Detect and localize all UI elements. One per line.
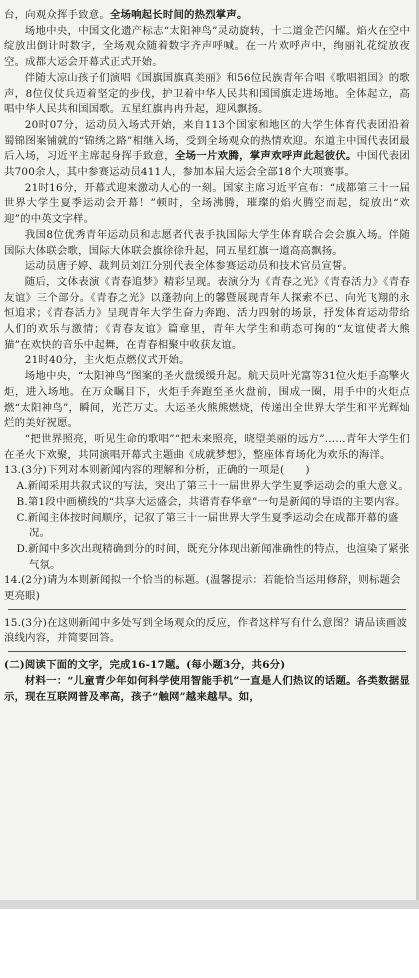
bold-text-span: 全场一片欢腾，掌声欢呼声此起彼伏。 — [174, 150, 357, 163]
article-paragraph-7: 运动员唐子婷、裁判员刘江分别代表全体参赛运动员和技术官员宣誓。 — [24, 260, 354, 273]
question-13-option-d: D.新闻中多次出现精确到分的时间，既充分体现出新闻准确性的特点，也渲染了紧张气氛。 — [16, 542, 410, 571]
scrollbar-track — [0, 900, 419, 909]
answer-line-14 — [8, 609, 406, 610]
article-paragraph-10: 场地中央，“太阳神鸟”图案的圣火盘缓缓升起。航天员叶光富等31位火炬手高擎火炬，进入场地。在万众瞩目下，火炬手奔跑至圣火盘前，围成一圈，用手中的火炬点燃“太阳神鸟”，瞬间，光芒万丈。大运圣火熊熊燃烧，传递出全世界大学生和平光辉灿烂的美好祝愿。 — [4, 370, 410, 430]
article-paragraph-3: 伴随大凉山孩子们演唱《国旗国旗真美丽》和56位民族青年合唱《歌唱祖国》的歌声，8位仪仗兵迈着坚定的步伐，护卫着中华人民共和国国旗走进场地。全体起立，高唱中华人民共和国国歌。五星红旗冉冉升起，迎风飘扬。 — [4, 71, 410, 116]
article-paragraph-5: 21时16分，开幕式迎来激动人心的一刻。国家主席习近平宣布：“成都第三十一届世界大学生夏季运动会开幕！”顿时，全场沸腾，璀璨的焰火腾空而起，绽放出“欢迎”的中英文字样。 — [4, 181, 410, 226]
question-13-option-c: C.新闻主体按时间顺序，记叙了第三十一届世界大学生夏季运动会在成都开幕的盛况。 — [16, 511, 399, 540]
bold-text-span: 全场响起长时间的热烈掌声。 — [109, 9, 248, 21]
article-paragraph-4 — [4, 118, 410, 181]
blank-footer-area — [0, 909, 419, 978]
question-14: 14.(2分)请为本则新闻拟一个恰当的标题。(温馨提示：若能恰当运用修辞，则标题会更亮眼) — [4, 574, 401, 603]
question-13-option-b: B.第1段中画横线的“共享大运盛会，共谱青春华章”一句是新闻的导语的主要内容。 — [16, 495, 406, 508]
material-1-paragraph: 材料一：“儿童青少年如何科学使用智能手机”一直是人们热议的话题。各类数据显示，现在互联网普及率高，孩子“触网”越来越早。如， — [4, 674, 410, 703]
article-paragraph-1 — [4, 8, 410, 24]
article-paragraph-6: 我国8位优秀青年运动员和志愿者代表手执国际大学生体育联合会会旗入场。伴随国际大体联会歌，国际大体联会旗徐徐升起，同五星红旗一道高高飘扬。 — [4, 228, 410, 257]
text-span: 中国代表团共700余人，其中参赛运动员411人，参加本届大运会全部18个大项赛事。 — [4, 150, 410, 179]
text-span: 20时07分，运动员入场式开始，来自113个国家和地区的大学生体育代表团沿着蜀锦图案铺就的“锦绣之路”相继入场，受到全场观众的热情欢迎。东道主中国代表团最后入场，习近平主席起身挥手致意， — [4, 118, 410, 163]
document-body — [4, 8, 410, 705]
article-paragraph-11: “把世界照亮，听见生命的歌唱”“把未来照亮，晓望美丽的远方”……青年大学生们在圣火下欢聚，共同演唱开幕式主题曲《成就梦想》，整座体育场化为欢乐的海洋。 — [4, 432, 410, 461]
article-paragraph-9: 21时40分，主火炬点燃仪式开始。 — [24, 354, 190, 367]
answer-line-15 — [8, 651, 406, 652]
article-paragraph-8: 随后，文体表演《青春追梦》精彩呈现。表演分为《青春之光》《青春活力》《青春友谊》三个部分。《青春之光》以蓬勃向上的馨暨展现青年人探索不已、向光飞翔的永恒追求；《青春活力》呈现青年大学生奋力奔跑、活力四射的场景，抒发体育运动带给人们的欢乐与激情；《青春友谊》篇章里，青年大学生和萌态可掬的“友谊使者大熊猫”在欢快的音乐中起舞，在青春相聚中收获友谊。 — [4, 275, 410, 351]
question-15: 15.(3分)在这则新闻中多处写到全场观众的反应，作者这样写有什么意图？请品读画波浪线内容，并简要回答。 — [4, 616, 408, 645]
question-13-stem: 13.(3分)下列对本则新闻内容的理解和分析，正确的一项是( ) — [4, 464, 310, 477]
section-2-heading: (二)阅读下面的文字，完成16-17题。(每小题3分，共6分) — [4, 659, 286, 672]
text-span: 台，向观众挥手致意。 — [4, 9, 110, 21]
article-paragraph-2: 场地中央，中国文化遗产标志“太阳神鸟”灵动旋转，十二道金芒闪耀。焰火在空中绽放出倒计时数字，全场观众随着数字齐声呼喊。在一片欢呼声中，绚丽礼花绽放夜空。成都大运会开幕式正式开始。 — [4, 24, 410, 69]
question-13-option-a: A.新闻采用共叙式议的写法，突出了第三十一届世界大学生夏季运动会的重大意义。 — [16, 480, 409, 493]
